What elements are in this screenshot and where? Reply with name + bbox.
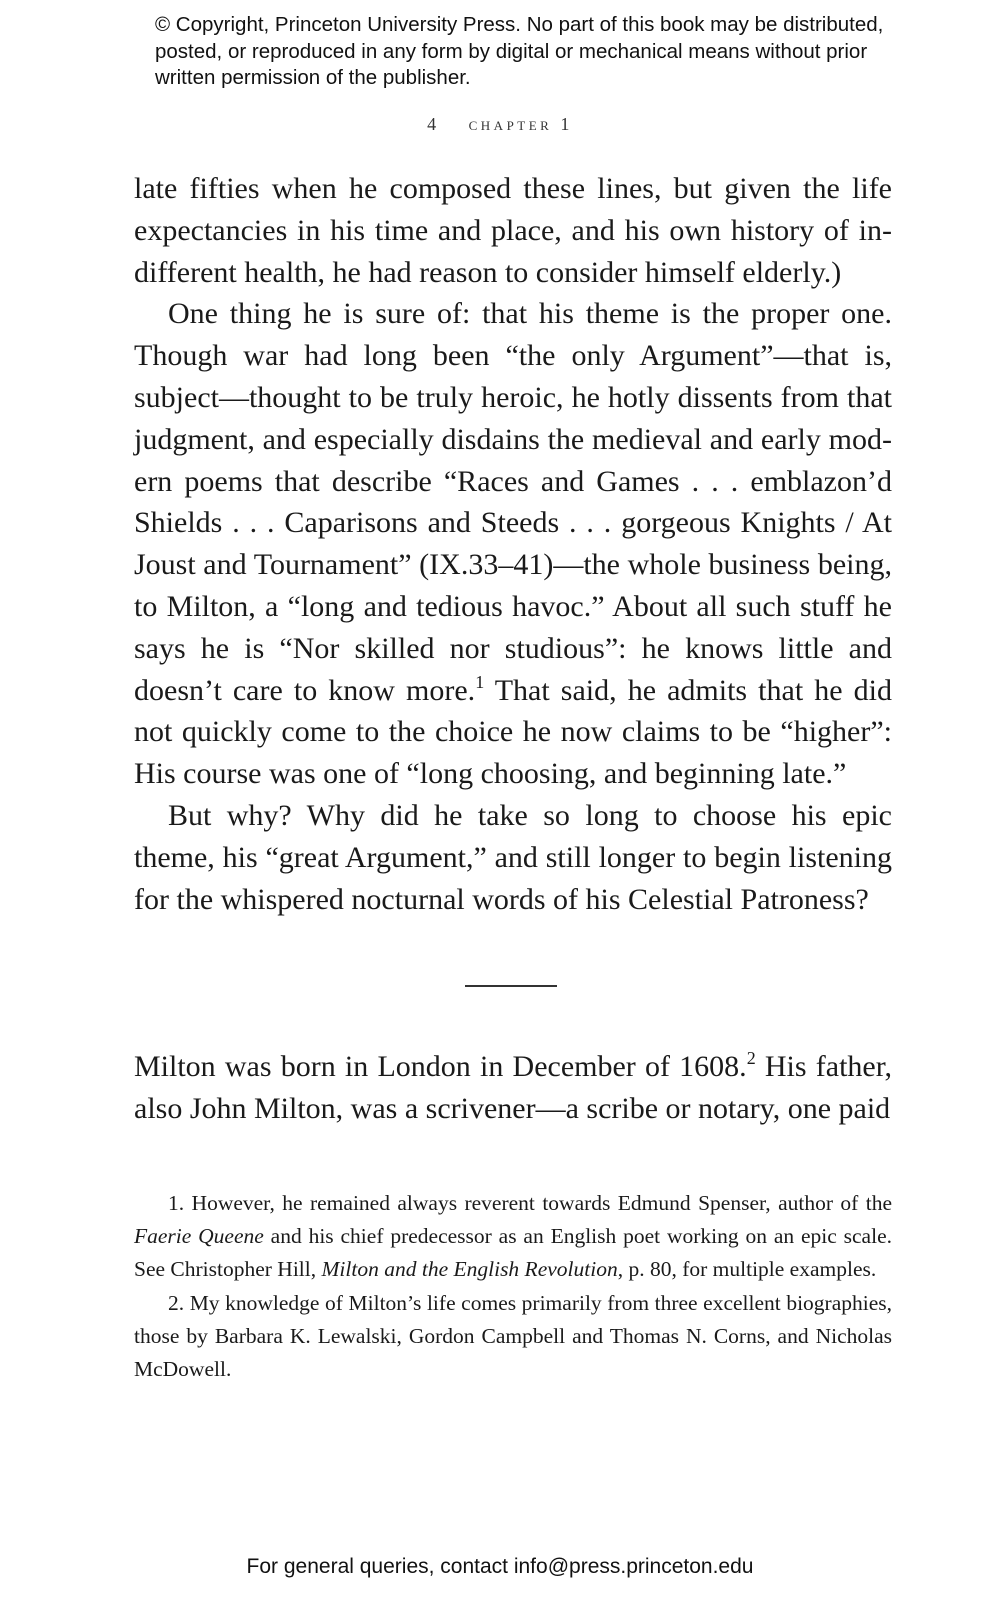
footnote-1-book-title-1: Faerie Queene — [134, 1224, 264, 1249]
running-head — [0, 114, 1000, 135]
paragraph-4 — [134, 1046, 892, 1130]
section-break-rule — [465, 985, 557, 987]
footnote-1-text-b: and his chief predecessor as an English poet working on an epic scale. See Christopher Hill, — [134, 1224, 892, 1282]
footer-contact: For general queries, contact info@press.princeton.edu — [246, 1555, 754, 1578]
footnote-ref-2[interactable]: 2 — [746, 1048, 756, 1068]
paragraph-3: But why? Why did he take so long to choose his epic theme, his “great Argument,” and still longer to begin listening for the whispered nocturnal words of his Celestial Patroness? — [134, 798, 892, 916]
paragraph-2-text-b: That said, he admits that he did not quickly come to the choice he now claims to be “higher”: His course was one of “long choosing, and beginning late.” — [134, 673, 892, 791]
copyright-notice: © Copyright, Princeton University Press. No part of this book may be distributed, posted, or reproduced in any form by digital or mechanical means without prior written permission of the publisher. — [155, 13, 884, 89]
footnote-1-text-c: , p. 80, for multiple examples. — [617, 1257, 877, 1282]
paragraph-4-text-a: Milton was born in London in December of 1608. — [134, 1050, 747, 1083]
footnotes — [134, 1187, 892, 1386]
paragraph-2 — [134, 293, 892, 795]
main-text — [134, 168, 892, 920]
footnote-1 — [134, 1187, 892, 1287]
chapter-label: chapter 1 — [468, 114, 573, 134]
paragraph-4-text-b: His father, also John Milton, was a scrivener—a scribe or notary, one paid — [134, 1050, 893, 1125]
footnote-ref-1[interactable]: 1 — [475, 671, 485, 692]
footnote-1-book-title-2: Milton and the English Revolution — [321, 1257, 618, 1282]
paragraph-2-text-a: One thing he is sure of: that his theme is the proper one. Though war had long been “the only Argument”—that is, subject—thought to be truly heroic, he hotly dissents from that judgment, and especially disdains the medieval and early modern poems that describe “Races and Games . . . emblazon’d Shields . . . Caparisons and Steeds . . . gorgeous Knights / At Joust and Tournament” (IX.33–41)—the whole business being, to Milton, a “long and tedious havoc.” About all such stuff he says he is “Nor skilled nor studious”: he knows little and doesn’t care to know more. — [134, 297, 892, 707]
section-text — [134, 1046, 892, 1130]
page-number: 4 — [427, 114, 440, 134]
footnote-1-text-a: 1. However, he remained always reverent towards Edmund Spenser, author of the — [168, 1191, 892, 1215]
footnote-2: 2. My knowledge of Milton’s life comes primarily from three excellent biographies, those by Barbara K. Lewalski, Gordon Campbell and Thomas N. Corns, and Nicholas McDowell. — [134, 1290, 892, 1382]
paragraph-1: late fifties when he composed these lines, but given the life expectancies in his time and place, and his own history of indifferent health, he had reason to consider himself elderly.) — [134, 172, 892, 289]
